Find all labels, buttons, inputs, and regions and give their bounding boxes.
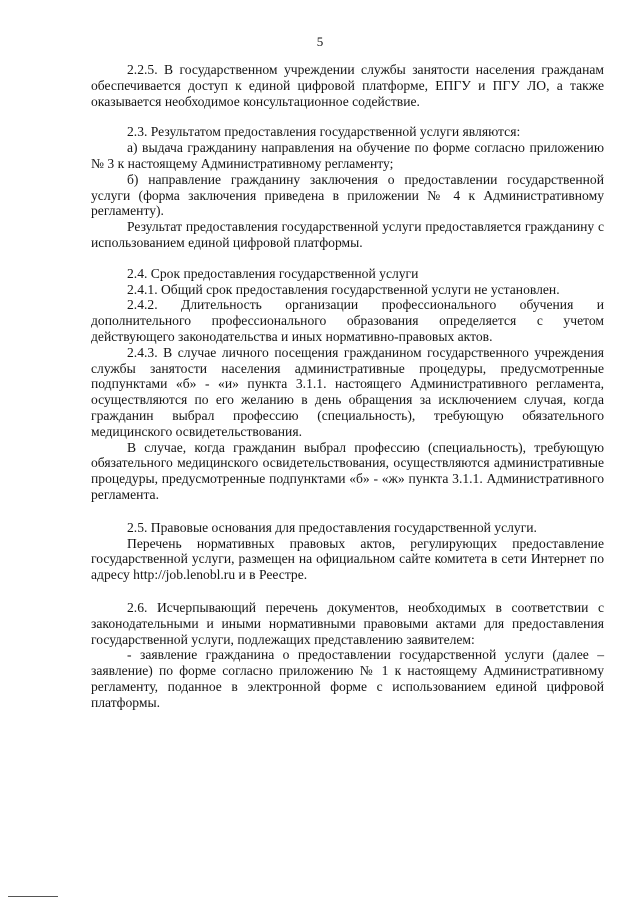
paragraph-2-5-list: Перечень нормативных правовых актов, регулирующих предоставление государственной услуги, размещен на официальном сайте комитета в сети Интернет по адресу http://job.lenobl.ru и в Реестре. [91,535,604,583]
paragraph-2-2-5: 2.2.5. В государственном учреждении службы занятости населения гражданам обеспечивается доступ к единой цифровой платформе, ЕПГУ и ПГУ ЛО, а также оказывается необходимое консультационное содействие. [91,62,604,109]
paragraph-2-4-2: 2.4.2. Длительность организации профессионального обучения и дополнительного профессионального образования определяется с учетом действующего законодательства и иных нормативно-правовых актов. [91,297,604,344]
paragraph-2-4-3: 2.4.3. В случае личного посещения гражданином государственного учреждения службы занятости населения административные процедуры, предусмотренные подпунктами «б» - «и» пункта 3.1.1. настоящего Административного регламента, осуществляются по его желанию в день обращения за исключением случая, когда гражданин выбрал профессию (специальность), требующую обязательного медицинского освидетельствования. [91,344,604,439]
paragraph-2-6: 2.6. Исчерпывающий перечень документов, необходимых в соответствии с законодательными и иными нормативными правовыми актами для предоставления государственной услуги, подлежащих представлению заявителем: [91,599,604,647]
paragraph-2-3-result: Результат предоставления государственной услуги предоставляется гражданину с использованием единой цифровой платформы. [91,219,604,250]
paragraph-2-6-application: - заявление гражданина о предоставлении государственной услуги (далее – заявление) по форме согласно приложению № 1 к настоящему Административному регламенту, поданное в электронной форме с использованием единой цифровой платформы. [91,647,604,710]
paragraph-2-3-b: б) направление гражданину заключения о предоставлении государственной услуги (форма заключения приведена в приложении № 4 к Административному регламенту). [91,171,604,219]
paragraph-2-4-1: 2.4.1. Общий срок предоставления государственной услуги не установлен. [127,281,560,297]
page-number: 5 [316,34,324,49]
paragraph-2-5-heading: 2.5. Правовые основания для предоставления государственной услуги. [127,519,537,535]
paragraph-2-4-heading: 2.4. Срок предоставления государственной услуги [127,265,419,281]
paragraph-2-3: 2.3. Результатом предоставления государственной услуги являются: [127,124,521,140]
scan-artifact-line [8,896,58,897]
document-body [91,62,604,710]
paragraph-2-3-a: а) выдача гражданину направления на обучение по форме согласно приложению № 3 к настоящему Административному регламенту; [91,140,604,171]
paragraph-2-4-3-medical: В случае, когда гражданин выбрал профессию (специальность), требующую обязательного медицинского освидетельствования, осуществляются административные процедуры, предусмотренные подпунктами «б» - «ж» пункта 3.1.1. Административного регламента. [91,439,604,502]
